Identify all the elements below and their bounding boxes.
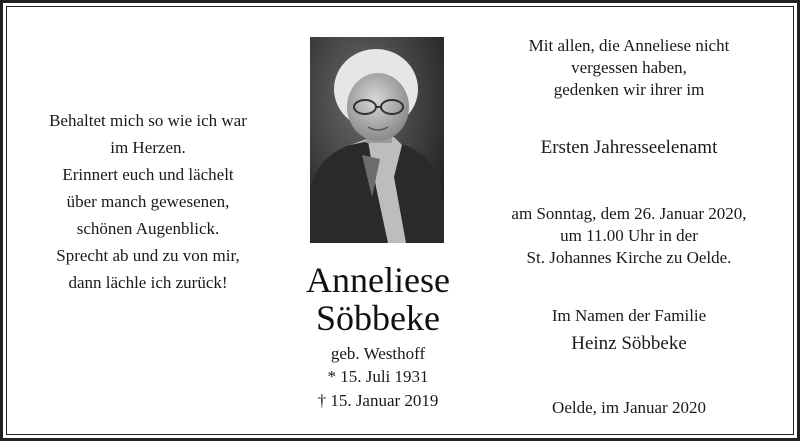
poem-line: Behaltet mich so wie ich war (49, 111, 247, 130)
poem-line: schönen Augenblick. (76, 219, 220, 238)
family-label: Im Namen der Familie (551, 306, 707, 325)
memorial-intro (479, 35, 779, 101)
birth-date: * 15. Juli 1931 (327, 367, 429, 386)
death-date: † 15. Januar 2019 (317, 391, 439, 410)
service-location: St. Johannes Kirche zu Oelde. (526, 248, 732, 267)
portrait-image (310, 37, 444, 243)
poem-line: Sprecht ab und zu von mir, (56, 246, 240, 265)
family-name: Heinz Söbbeke (571, 333, 687, 354)
place-date: Oelde, im Januar 2020 (552, 398, 706, 417)
poem-line: über manch gewesenen, (66, 192, 230, 211)
intro-line: vergessen haben, (571, 58, 687, 77)
life-dates (285, 365, 471, 413)
portrait-photo (310, 37, 444, 243)
poem-line: im Herzen. (110, 138, 186, 157)
memorial-poem (17, 107, 279, 296)
service-details (479, 203, 779, 269)
last-name: Söbbeke (316, 298, 440, 338)
service-date: am Sonntag, dem 26. Januar 2020, (511, 204, 747, 223)
maiden-name: geb. Westhoff (330, 344, 426, 363)
memorial-event: Ersten Jahresseelenamt (540, 137, 718, 158)
intro-line: Mit allen, die Anneliese nicht (528, 36, 730, 55)
first-name: Anneliese (306, 260, 450, 300)
deceased-info (285, 261, 471, 413)
service-time: um 11.00 Uhr in der (560, 226, 698, 245)
intro-line: gedenken wir ihrer im (553, 80, 705, 99)
poem-line: dann lächle ich zurück! (68, 273, 228, 292)
poem-line: Erinnert euch und lächelt (62, 165, 234, 184)
